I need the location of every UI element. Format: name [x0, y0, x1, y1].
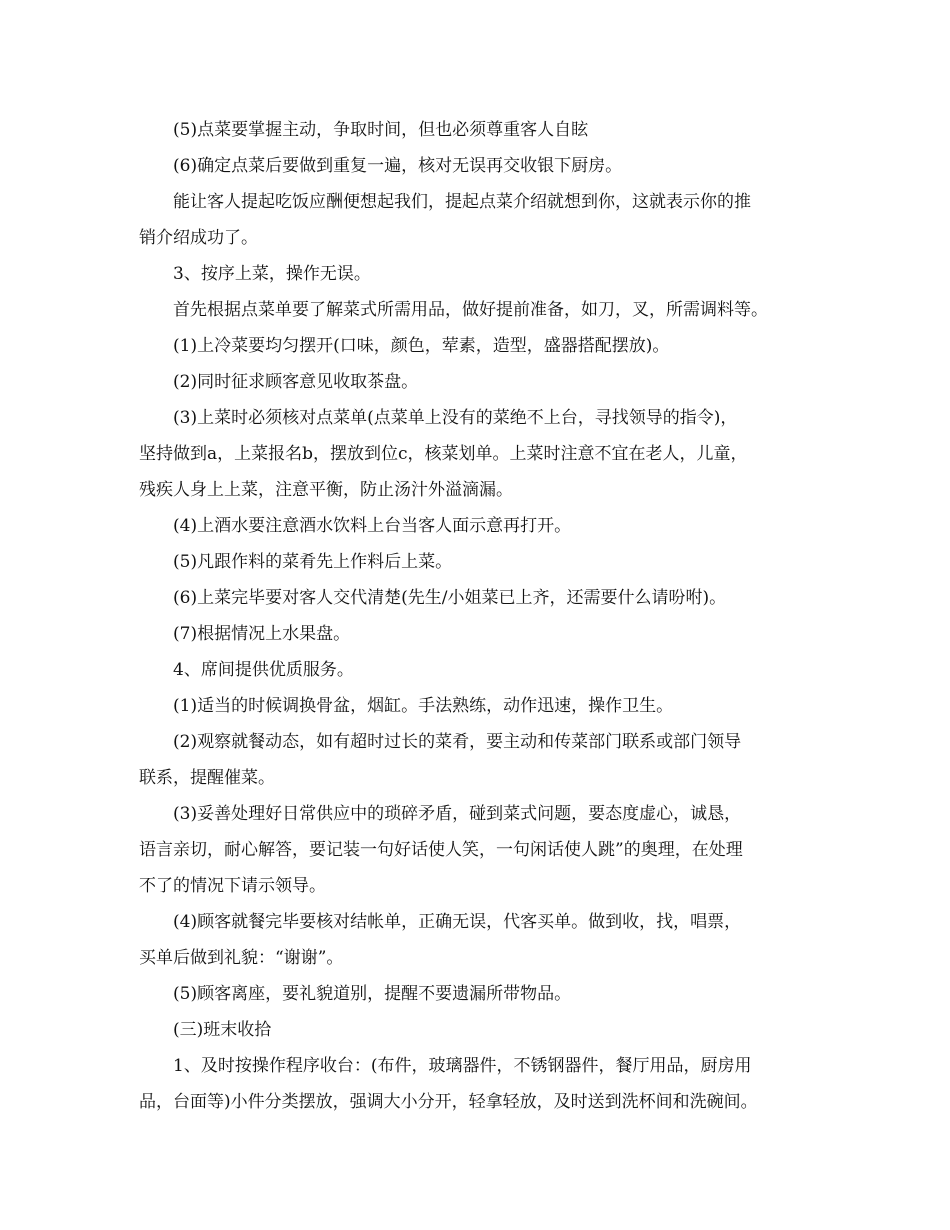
paragraph-line: 1、及时按操作程序收台：(布件，玻璃器件，不锈钢器件，餐厅用品，厨房用 — [173, 1056, 752, 1076]
paragraph-line: (1)上冷菜要均匀摆开(口味，颜色，荤素，造型，盛器搭配摆放)。 — [173, 336, 670, 356]
paragraph-line: (4)顾客就餐完毕要核对结帐单，正确无误，代客买单。做到收，找，唱票， — [173, 912, 742, 932]
paragraph-line: (2)同时征求顾客意见收取茶盘。 — [173, 372, 419, 392]
paragraph-line: (6)上菜完毕要对客人交代清楚(先生/小姐菜已上齐，还需要什么请吩咐)。 — [173, 588, 727, 608]
paragraph-continuation-line: 品，台面等)小件分类摆放，强调大小分开，轻拿轻放，及时送到洗杯间和洗碗间。 — [139, 1092, 758, 1112]
paragraph-line: (3)妥善处理好日常供应中的琐碎矛盾，碰到菜式问题，要态度虚心，诚恳， — [173, 804, 742, 824]
paragraph-line: (三)班末收拾 — [173, 1020, 272, 1040]
paragraph-line: (5)顾客离座，要礼貌道别，提醒不要遗漏所带物品。 — [173, 984, 572, 1004]
document-body — [139, 112, 829, 1120]
paragraph-line: 3、按序上菜，操作无误。 — [173, 264, 371, 284]
paragraph-continuation-line: 语言亲切，耐心解答，要记装一句好话使人笑，一句闲话使人跳”的奥理，在处理 — [139, 840, 743, 860]
paragraph-continuation-line: 买单后做到礼貌：“谢谢”。 — [139, 948, 344, 968]
paragraph-continuation-line: 销介绍成功了。 — [139, 228, 258, 248]
paragraph-continuation-line: 联系，提醒催菜。 — [139, 768, 275, 788]
paragraph-line: (5)凡跟作料的菜肴先上作料后上菜。 — [173, 552, 453, 572]
paragraph-continuation-line: 不了的情况下请示领导。 — [139, 876, 326, 896]
paragraph-line: (7)根据情况上水果盘。 — [173, 624, 351, 644]
paragraph-line: (6)确定点菜后要做到重复一遍，核对无误再交收银下厨房。 — [173, 156, 623, 176]
paragraph-line: 首先根据点菜单要了解菜式所需用品，做好提前准备，如刀，叉，所需调料等。 — [173, 300, 768, 320]
paragraph-line: (2)观察就餐动态，如有超时过长的菜肴，要主动和传菜部门联系或部门领导 — [173, 732, 742, 752]
paragraph-continuation-line: 坚持做到a，上菜报名b，摆放到位c，核菜划单。上菜时注意不宜在老人，儿童， — [139, 444, 748, 464]
paragraph-line: (3)上菜时必须核对点菜单(点菜单上没有的菜绝不上台，寻找领导的指令)， — [173, 408, 738, 428]
paragraph-line: (4)上酒水要注意酒水饮料上台当客人面示意再打开。 — [173, 516, 572, 536]
paragraph-line: 4、席间提供优质服务。 — [173, 660, 354, 680]
paragraph-continuation-line: 残疾人身上上菜，注意平衡，防止汤汁外溢滴漏。 — [139, 480, 513, 500]
paragraph-line: 能让客人提起吃饭应酬便想起我们，提起点菜介绍就想到你，这就表示你的推 — [173, 192, 751, 212]
paragraph-line: (5)点菜要掌握主动，争取时间，但也必须尊重客人自眩 — [173, 120, 589, 140]
paragraph-line: (1)适当的时候调换骨盆，烟缸。手法熟练，动作迅速，操作卫生。 — [173, 696, 674, 716]
